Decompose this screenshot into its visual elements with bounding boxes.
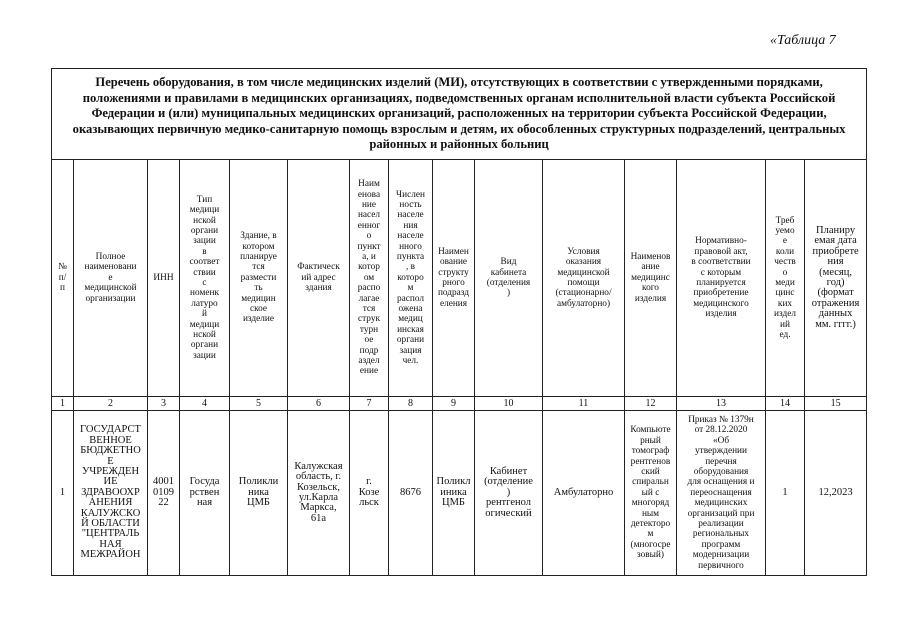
column-header-text: Вид кабинета (отделения ) (486, 257, 531, 299)
header-row (52, 160, 867, 397)
column-number: 10 (475, 397, 543, 411)
column-header-text: Нормативно- правовой акт, в соответствии с которым планируется приобретение медицинского изделия (691, 236, 751, 320)
column-header-15 (805, 160, 867, 397)
cell-text: Госуда рствен ная (189, 476, 220, 509)
column-header-14 (766, 160, 805, 397)
column-header-13 (677, 160, 766, 397)
column-number: 2 (74, 397, 148, 411)
column-header-text: Наимен ование структу рного подразд еления (437, 246, 470, 309)
table-label: «Таблица 7 (770, 33, 836, 48)
column-number: 13 (677, 397, 766, 411)
equipment-table (51, 68, 867, 576)
column-number: 8 (389, 397, 433, 411)
column-number: 11 (543, 397, 625, 411)
column-number-row (52, 397, 867, 411)
column-header-text: Условия оказания медицинской помощи (стационарно/ амбулаторно) (555, 246, 612, 309)
column-number: 3 (148, 397, 180, 411)
cell-inn (148, 411, 180, 576)
cell-population (389, 411, 433, 576)
cell-settlement (350, 411, 389, 576)
column-header-10 (475, 160, 543, 397)
cell-device-name (625, 411, 677, 576)
cell-organization-type (180, 411, 230, 576)
cell-text: 12,2023 (818, 486, 853, 498)
column-header-8 (389, 160, 433, 397)
cell-building (230, 411, 288, 576)
column-number: 6 (288, 397, 350, 411)
cell-text: Поликли ника ЦМБ (238, 476, 279, 509)
cell-text: Приказ № 1379н от 28.12.2020 «Об утверждении перечня оборудования для оснащения и переоснащения медицинских организаций при реализации региональных программ модернизации первичного (687, 414, 755, 571)
cell-text: Амбулаторно (553, 486, 614, 498)
column-number: 12 (625, 397, 677, 411)
column-number: 4 (180, 397, 230, 411)
cell-text: 1 (59, 486, 66, 498)
column-header-2 (74, 160, 148, 397)
cell-legal-act (677, 411, 766, 576)
column-header-9 (433, 160, 475, 397)
cell-text: 8676 (400, 486, 421, 498)
cell-text: 1 (782, 486, 788, 498)
cell-text: г. Козе льск (358, 476, 380, 509)
column-header-text: Треб уемо е коли честв о меди цинс ких издел ий ед. (774, 215, 796, 341)
title-row (52, 69, 867, 160)
column-header-text: Полное наименовани е медицинской организации (84, 251, 137, 304)
column-header-text: Фактическ ий адрес здания (297, 262, 340, 294)
column-header-11 (543, 160, 625, 397)
column-header-7 (350, 160, 389, 397)
column-number: 7 (350, 397, 389, 411)
column-header-4 (180, 160, 230, 397)
cell-text: 4001 0109 22 (153, 476, 174, 509)
column-number: 9 (433, 397, 475, 411)
column-header-12 (625, 160, 677, 397)
column-header-text: Тип медици нской органи зации в соответ ствии с номенк латуро й медици нской органи зации (189, 194, 220, 361)
cell-text: Калужская область, г. Козельск, ул.Карла Маркса, 61а (294, 460, 343, 524)
cell-text: ГОСУДАРСТ ВЕННОЕ БЮДЖЕТНО Е УЧРЕЖДЕН ИЕ ЗДРАВООХР АНЕНИЯ КАЛУЖСКО Й ОБЛАСТИ "ЦЕНТРАЛЬ НАЯ МЕЖРАЙОН (80, 424, 141, 561)
cell-address (288, 411, 350, 576)
cell-cabinet-type (475, 411, 543, 576)
cell-text: Компьюте рный томограф рентгенов ский спиральн ый с многоряд ным детекторо м (многосре зовый) (630, 425, 671, 561)
cell-subdivision (433, 411, 475, 576)
column-header-text: Здание, в котором планируе тся размести ть медицин ское изделие (240, 231, 277, 325)
table-title: Перечень оборудования, в том числе медицинских изделий (МИ), отсутствующих в соответствии с утвержденными порядками, положениями и правилами в медицинских организациях, подведомственных органам исполнительной власти субъекта Российской Федерации и (или) муниципальных медицинских организаций, расположенных на территории субъекта Российской Федерации, оказывающих первичную медико-санитарную помощь взрослым и детям, их обособленных структурных подразделений, центральных районных и районных больниц (52, 69, 867, 160)
column-header-text: № п/ п (58, 262, 67, 294)
column-header-5 (230, 160, 288, 397)
column-header-3 (148, 160, 180, 397)
cell-text: Кабинет (отделение ) рентгенол огический (484, 465, 533, 519)
column-number: 5 (230, 397, 288, 411)
cell-row-number (52, 411, 74, 576)
cell-care-conditions (543, 411, 625, 576)
column-header-1 (52, 160, 74, 397)
cell-planned-date (805, 411, 867, 576)
column-number: 1 (52, 397, 74, 411)
column-header-text: Планиру емая дата приобрете ния (месяц, год) (формат отражения данных мм. гггг.) (811, 224, 860, 330)
table-row (52, 411, 867, 576)
cell-text: Поликл иника ЦМБ (436, 476, 471, 509)
column-header-text: ИНН (153, 272, 174, 283)
column-header-text: Наим енова ние насел енног о пункт а, и котор ом распо лагае тся струк турн ое подр аздел ение (357, 179, 381, 377)
cell-quantity (766, 411, 805, 576)
column-header-6 (288, 160, 350, 397)
column-header-text: Наименов ание медицинс кого изделия (630, 251, 671, 304)
cell-organization-name (74, 411, 148, 576)
column-number: 15 (805, 397, 867, 411)
column-header-text: Числен ность населе ния населе нного пункта , в которо м распол ожена медиц инская органи зация чел. (396, 189, 425, 367)
column-number: 14 (766, 397, 805, 411)
